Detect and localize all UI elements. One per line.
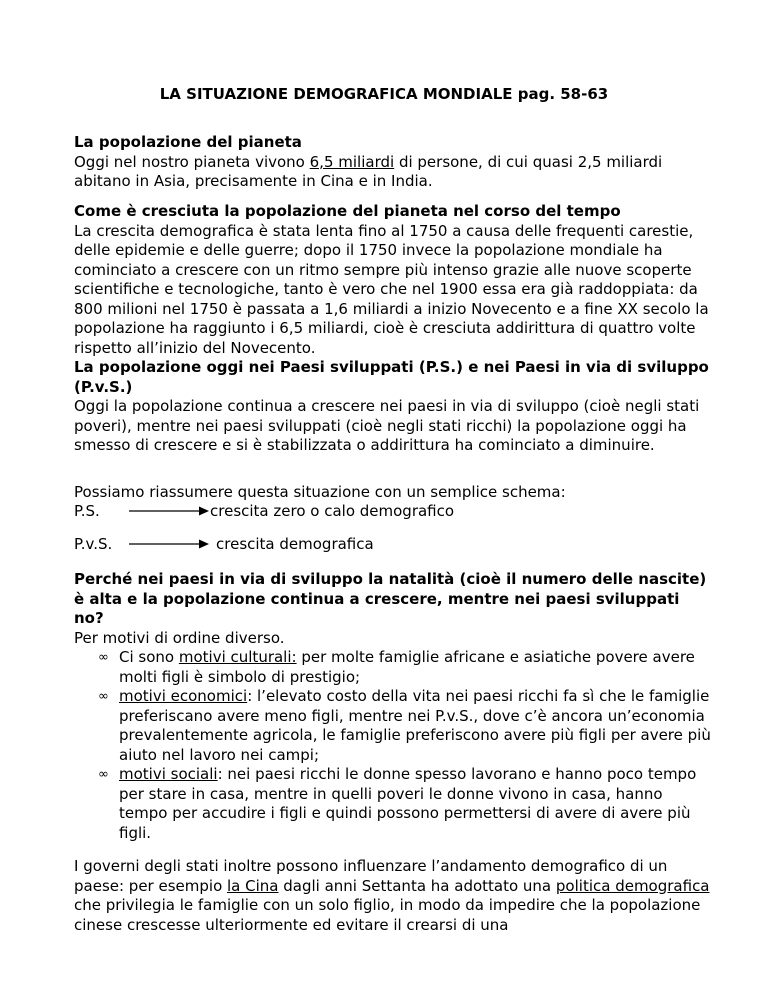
infinity-bullet-icon: ∞ <box>98 689 109 704</box>
text-span: : nei paesi ricchi le donne spesso lavorano e hanno poco tempo per stare in casa, mentre in quelli poveri le donne vivono in casa, hanno tempo per accudire i figli e quindi possono permettersi di avere di avere più figli. <box>119 765 697 842</box>
infinity-bullet-icon: ∞ <box>98 767 109 782</box>
section-growth-over-time <box>74 202 714 358</box>
schema-text: crescita zero o calo demografico <box>210 502 455 520</box>
section-paragraph <box>74 857 714 935</box>
schema-row-ps <box>74 502 714 522</box>
section-heading: Come è cresciuta la popolazione del pianeta nel corso del tempo <box>74 202 621 220</box>
reasons-list <box>74 648 714 843</box>
text-span: di persone, di cui quasi 2,5 miliardi abitano in Asia, precisamente in Cina e in India. <box>74 152 663 190</box>
text-span: Ci sono <box>119 648 179 666</box>
underlined-text: la Cina <box>227 876 279 895</box>
infinity-bullet-icon: ∞ <box>98 650 109 665</box>
section-heading: La popolazione del pianeta <box>74 133 302 151</box>
section-government-policy <box>74 857 714 935</box>
section-ps-pvs <box>74 358 714 456</box>
underlined-text: 6,5 miliardi <box>309 152 395 171</box>
underlined-text: motivi economici <box>119 687 248 705</box>
schema-text: crescita demografica <box>216 535 374 553</box>
section-heading: Perché nei paesi in via di sviluppo la natalità (cioè il numero delle nascite) è alta e la popolazione continua a crescere, mentre nei paesi sviluppati no? <box>74 570 707 627</box>
arrow-right-icon <box>129 538 209 550</box>
section-population-planet <box>74 133 714 192</box>
section-heading: La popolazione oggi nei Paesi sviluppati (P.S.) e nei Paesi in via di sviluppo (P.v.S.) <box>74 358 709 396</box>
text-span: I governi degli stati inoltre possono influenzare l’andamento demografico di un paese: per esempio <box>74 857 668 895</box>
text-span: per molte famiglie africane e asiatiche povere avere molti figli è simbolo di prestigio; <box>119 648 695 686</box>
underlined-text: politica demografica <box>555 876 710 895</box>
underlined-text: motivi culturali: <box>178 648 297 666</box>
section-paragraph: Oggi la popolazione continua a crescere nei paesi in via di sviluppo (cioè negli stati poveri), mentre nei paesi sviluppati (cioè negli stati ricchi) la popolazione oggi ha smesso di crescere e si è stabilizzata o addirittura ha cominciato a diminuire. <box>74 397 700 454</box>
arrow-right-icon <box>129 505 209 517</box>
schema-row-pvs <box>74 535 714 555</box>
section-paragraph <box>74 153 714 192</box>
section-paragraph: Per motivi di ordine diverso. <box>74 628 285 647</box>
list-item <box>74 765 714 843</box>
list-item <box>74 648 714 687</box>
section-paragraph: La crescita demografica è stata lenta fino al 1750 a causa delle frequenti carestie, delle epidemie e delle guerre; dopo il 1750 invece la popolazione mondiale ha cominciato a crescere con un ritmo sempre più intenso grazie alle nuove scoperte scientifiche e tecnologiche, tanto è vero che nel 1900 essa era già raddoppiata: da 800 milioni nel 1750 è passata a 1,6 miliardi a inizio Novecento e a fine XX secolo la popolazione ha raggiunto i 6,5 miliardi, cioè è cresciuta addirittura di quattro volte rispetto all’inizio del Novecento. <box>74 221 709 357</box>
schema-intro: Possiamo riassumere questa situazione con un semplice schema: <box>74 483 566 501</box>
section-natality-reasons <box>74 570 714 843</box>
schema-label: P.v.S. <box>74 535 113 553</box>
text-span: Oggi nel nostro pianeta vivono <box>74 152 310 171</box>
underlined-text: motivi sociali <box>119 765 218 783</box>
list-item <box>74 687 714 765</box>
schema-label: P.S. <box>74 502 100 520</box>
text-span: : l’elevato costo della vita nei paesi ricchi fa sì che le famiglie preferiscano avere meno figli, mentre nei P.v.S., dove c’è ancora un’economia prevalentemente agricola, le famiglie preferiscono avere più figli per avere più aiuto nel lavoro nei campi; <box>119 687 711 764</box>
text-span: dagli anni Settanta ha adottato una <box>278 876 556 895</box>
text-span: che privilegia le famiglie con un solo figlio, in modo da impedire che la popolazione cinese crescesse ulteriormente ed evitare il crearsi di una <box>74 896 701 934</box>
document-title: LA SITUAZIONE DEMOGRAFICA MONDIALE pag. 58-63 <box>159 85 609 103</box>
